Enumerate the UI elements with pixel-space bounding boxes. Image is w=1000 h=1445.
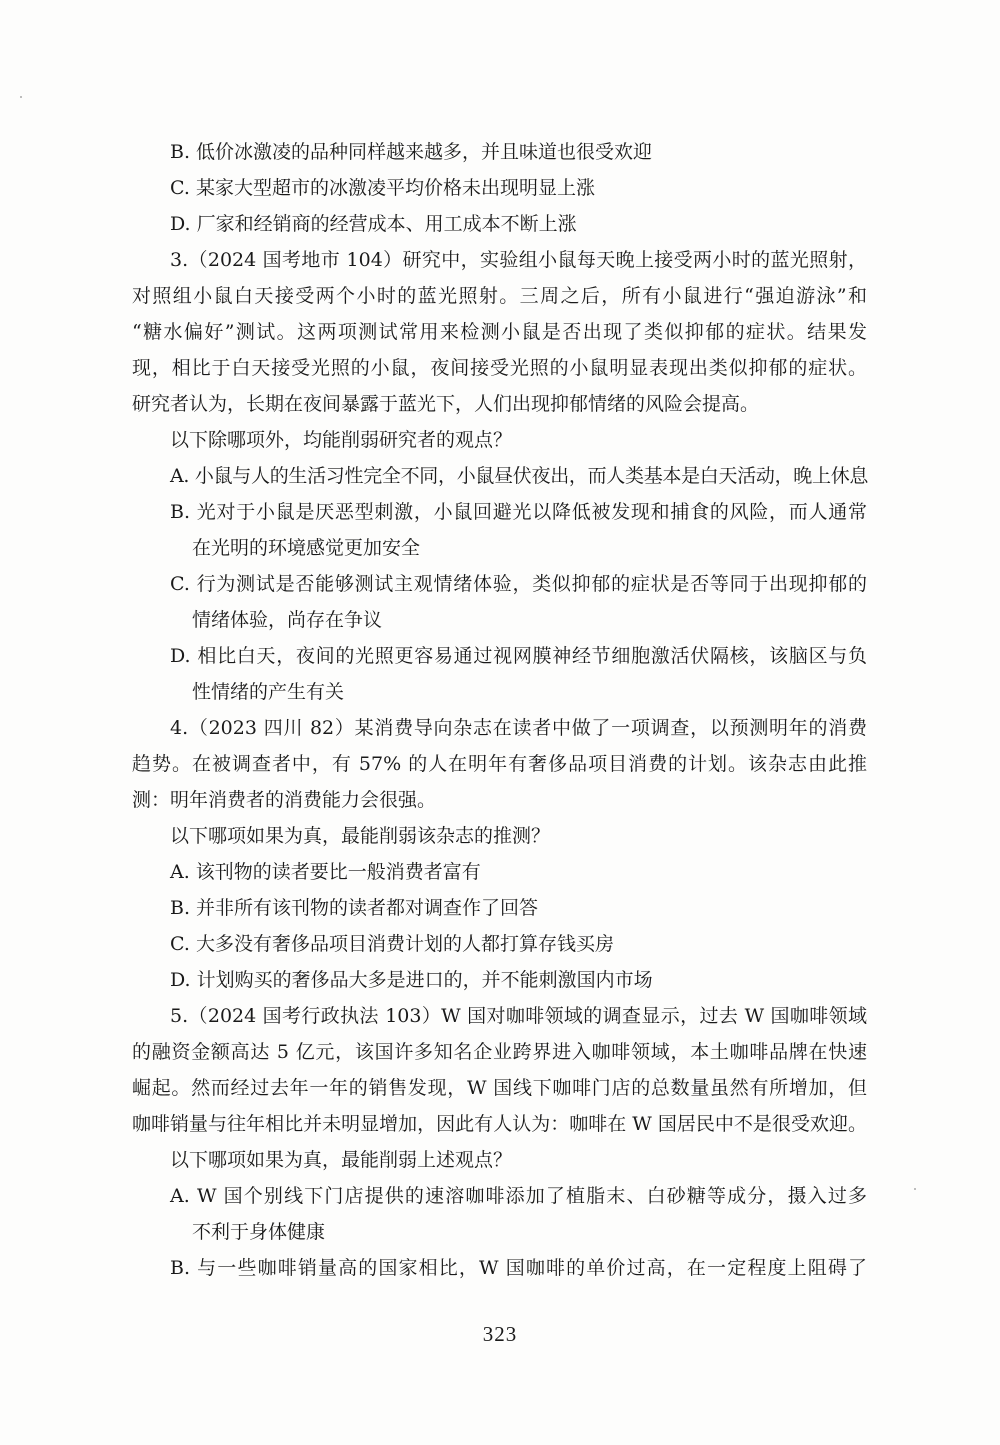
margin-speck <box>20 96 22 98</box>
page-body-text <box>132 134 867 1286</box>
text-line: “糖水偏好”测试。这两项测试常用来检测小鼠是否出现了类似抑郁的症状。结果发 <box>132 321 867 343</box>
text-line: 性情绪的产生有关 <box>192 681 345 703</box>
text-line: A. 该刊物的读者要比一般消费者富有 <box>170 861 481 883</box>
text-line: 4.（2023 四川 82）某消费导向杂志在读者中做了一项调查，以预测明年的消费 <box>170 717 867 739</box>
text-line: D. 相比白天，夜间的光照更容易通过视网膜神经节细胞激活伏隔核，该脑区与负 <box>170 645 867 667</box>
text-line: B. 并非所有该刊物的读者都对调查作了回答 <box>170 897 539 919</box>
text-line: 在光明的环境感觉更加安全 <box>192 537 421 559</box>
text-line: B. 低价冰激凌的品种同样越来越多，并且味道也很受欢迎 <box>170 141 653 163</box>
text-line: C. 行为测试是否能够测试主观情绪体验，类似抑郁的症状是否等同于出现抑郁的 <box>170 573 867 595</box>
text-line: 崛起。然而经过去年一年的销售发现，W 国线下咖啡门店的总数量虽然有所增加，但 <box>132 1077 867 1099</box>
text-line: 以下哪项如果为真，最能削弱该杂志的推测？ <box>170 825 551 847</box>
text-line: 情绪体验，尚存在争议 <box>192 609 383 631</box>
text-line: 以下哪项如果为真，最能削弱上述观点？ <box>170 1149 513 1171</box>
text-line: B. 与一些咖啡销量高的国家相比，W 国咖啡的单价过高，在一定程度上阻碍了 <box>170 1257 867 1279</box>
text-line: C. 某家大型超市的冰激凌平均价格未出现明显上涨 <box>170 177 595 199</box>
text-line: 趋势。在被调查者中，有 57% 的人在明年有奢侈品项目消费的计划。该杂志由此推 <box>132 753 867 775</box>
text-line: 3.（2024 国考地市 104）研究中，实验组小鼠每天晚上接受两小时的蓝光照射， <box>170 249 867 271</box>
text-line: 咖啡销量与往年相比并未明显增加，因此有人认为：咖啡在 W 国居民中不是很受欢迎。 <box>132 1113 867 1135</box>
text-line: A. 小鼠与人的生活习性完全不同，小鼠昼伏夜出，而人类基本是白天活动，晚上休息 <box>170 465 869 487</box>
text-line: 现，相比于白天接受光照的小鼠，夜间接受光照的小鼠明显表现出类似抑郁的症状。 <box>132 357 867 379</box>
text-line: 对照组小鼠白天接受两个小时的蓝光照射。三周之后，所有小鼠进行“强迫游泳”和 <box>132 285 867 307</box>
text-line: B. 光对于小鼠是厌恶型刺激，小鼠回避光以降低被发现和捕食的风险，而人通常 <box>170 501 867 523</box>
text-line: 的融资金额高达 5 亿元，该国许多知名企业跨界进入咖啡领域，本土咖啡品牌在快速 <box>132 1041 867 1063</box>
text-line: C. 大多没有奢侈品项目消费计划的人都打算存钱买房 <box>170 933 614 955</box>
text-line: 不利于身体健康 <box>192 1221 326 1243</box>
text-line: 5.（2024 国考行政执法 103）W 国对咖啡领域的调查显示，过去 W 国咖啡领域 <box>170 1005 867 1027</box>
text-line: 测：明年消费者的消费能力会很强。 <box>132 789 437 811</box>
text-line: 以下除哪项外，均能削弱研究者的观点？ <box>170 429 513 451</box>
text-line: A. W 国个别线下门店提供的速溶咖啡添加了植脂末、白砂糖等成分，摄入过多 <box>170 1185 867 1207</box>
margin-speck <box>914 1188 916 1190</box>
text-line: D. 厂家和经销商的经营成本、用工成本不断上涨 <box>170 213 577 235</box>
text-line: D. 计划购买的奢侈品大多是进口的，并不能刺激国内市场 <box>170 969 653 991</box>
text-line: 研究者认为，长期在夜间暴露于蓝光下，人们出现抑郁情绪的风险会提高。 <box>132 393 760 415</box>
page-number: 323 <box>482 1322 518 1346</box>
